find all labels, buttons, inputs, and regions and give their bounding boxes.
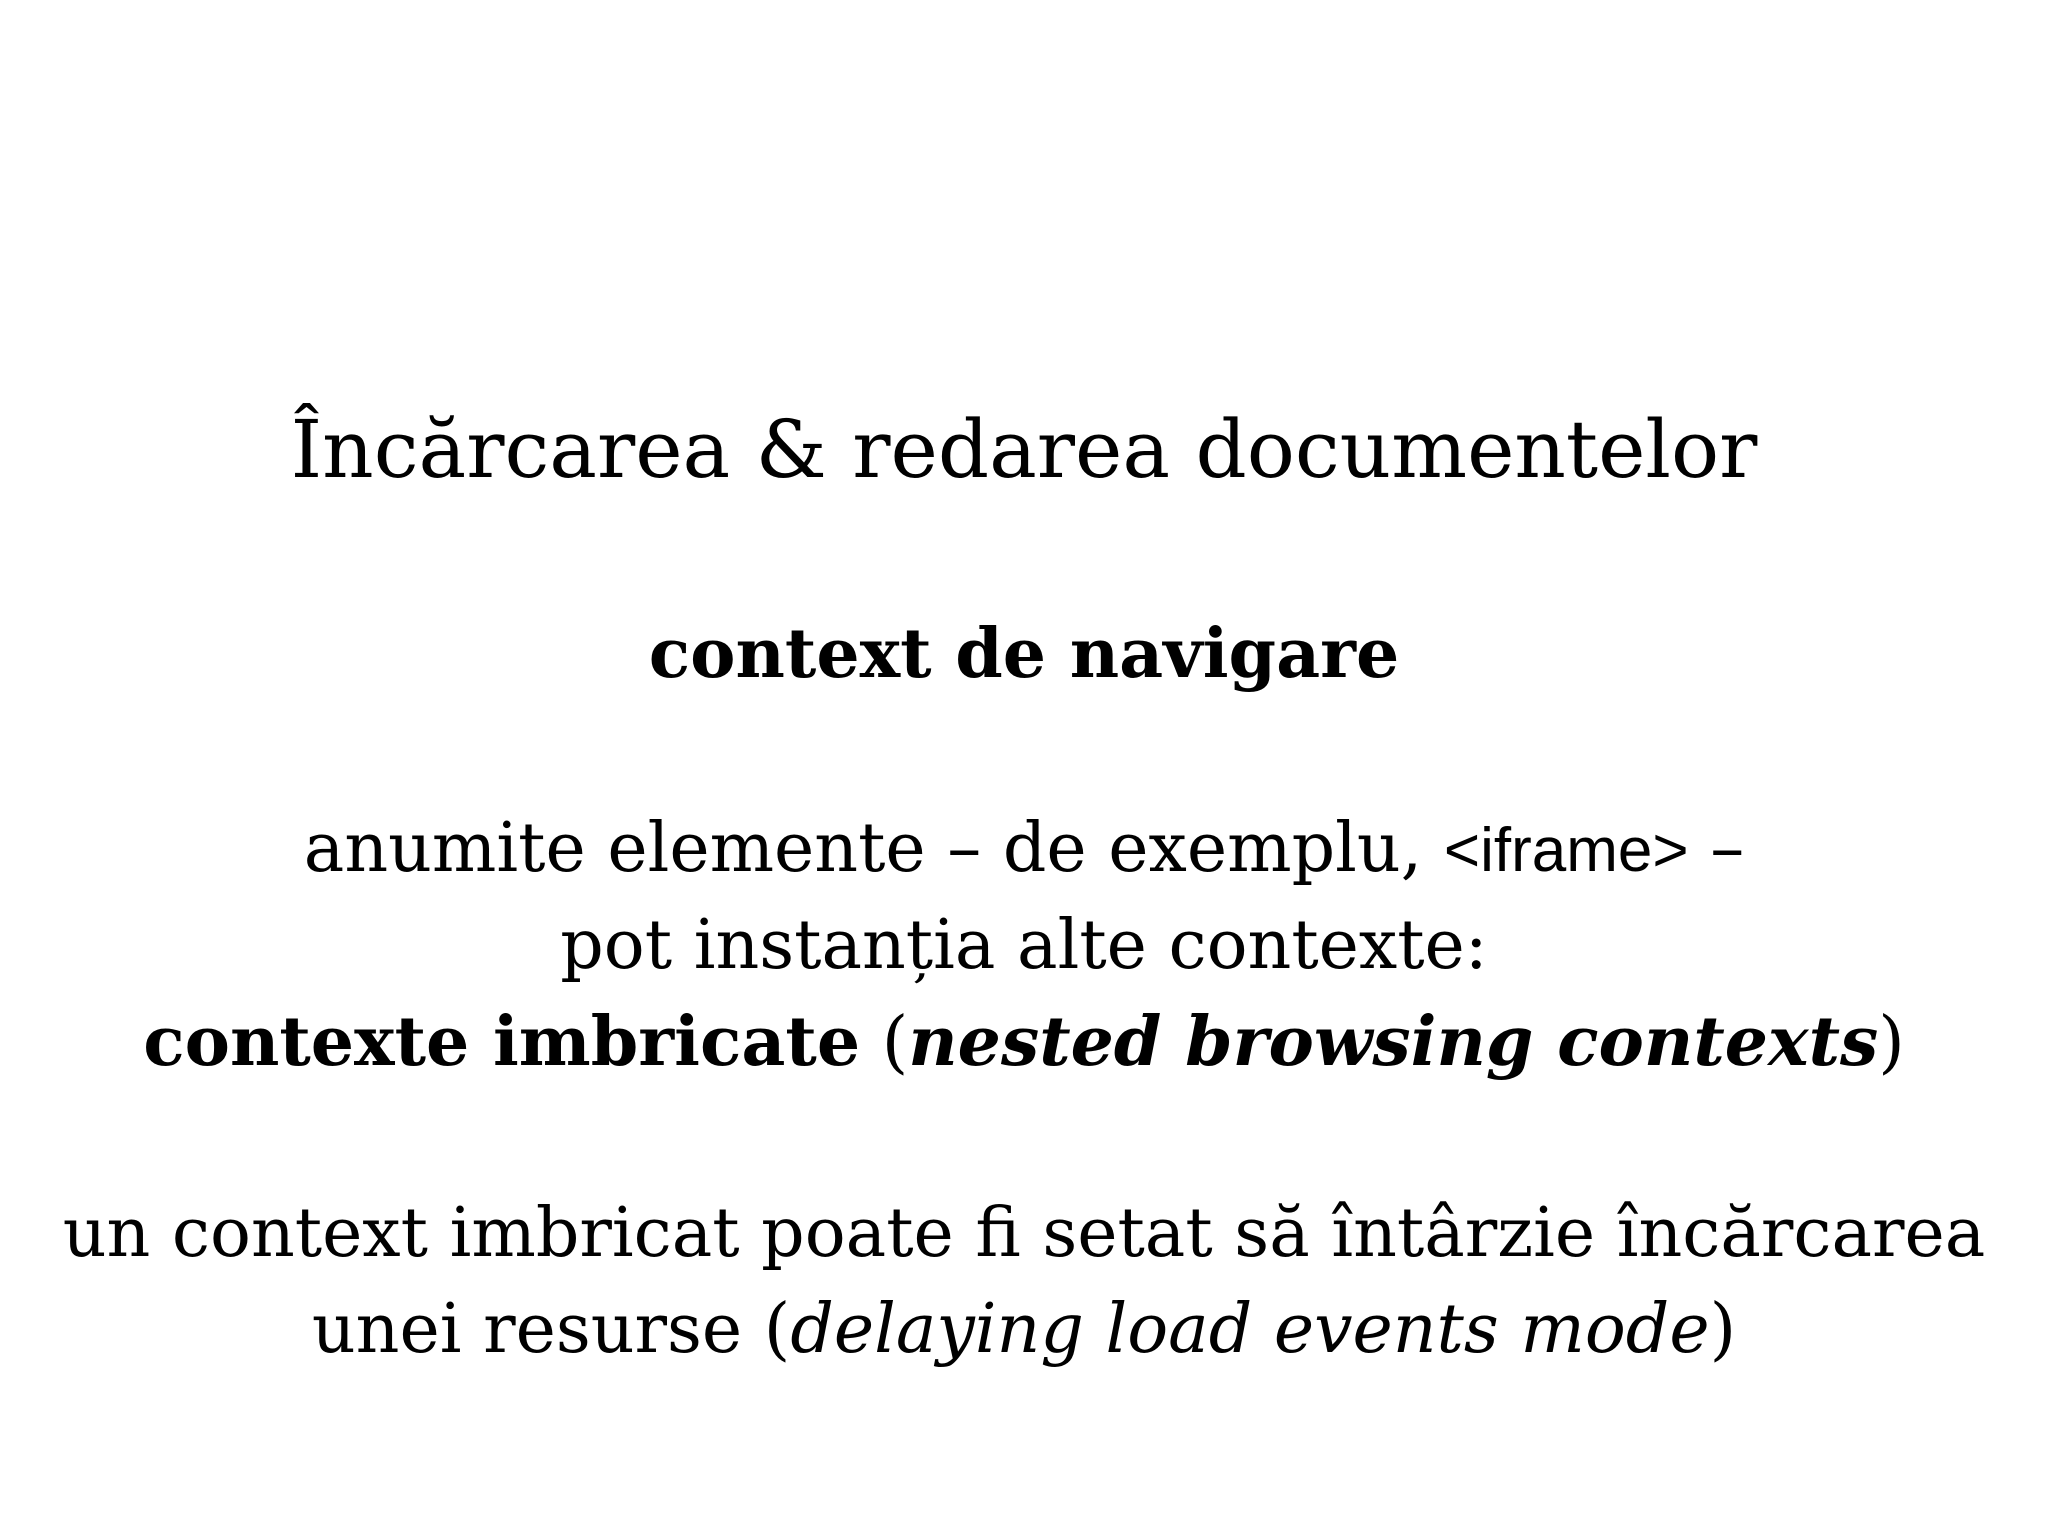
paragraph1-line1-dash: – bbox=[1688, 809, 1745, 888]
paragraph1-line1 bbox=[0, 809, 2048, 888]
iframe-code: <iframe> bbox=[1443, 816, 1689, 885]
open-paren: ( bbox=[860, 1003, 909, 1082]
paragraph1-line1-text: anumite elemente – de exemplu, bbox=[303, 809, 1444, 888]
delaying-load-events-term: delaying load events mode bbox=[790, 1290, 1710, 1369]
paragraph2-close-paren: ) bbox=[1709, 1290, 1737, 1369]
paragraph2-line2-text: unei resurse ( bbox=[311, 1290, 791, 1369]
slide-subtitle: context de navigare bbox=[648, 614, 1400, 694]
slide-title: Încărcarea & redarea documentelor bbox=[290, 403, 1758, 496]
paragraph2-line2 bbox=[0, 1290, 2048, 1369]
paragraph1-line2: pot instanția alte contexte: bbox=[560, 906, 1488, 985]
nested-contexts-term: contexte imbricate bbox=[143, 1002, 861, 1082]
nested-browsing-contexts-term: nested browsing contexts bbox=[908, 1002, 1879, 1082]
paragraph1-line3 bbox=[0, 1002, 2048, 1082]
paragraph2-line1: un context imbricat poate fi setat să întârzie încărcarea bbox=[62, 1194, 1986, 1273]
close-paren: ) bbox=[1878, 1003, 1905, 1082]
